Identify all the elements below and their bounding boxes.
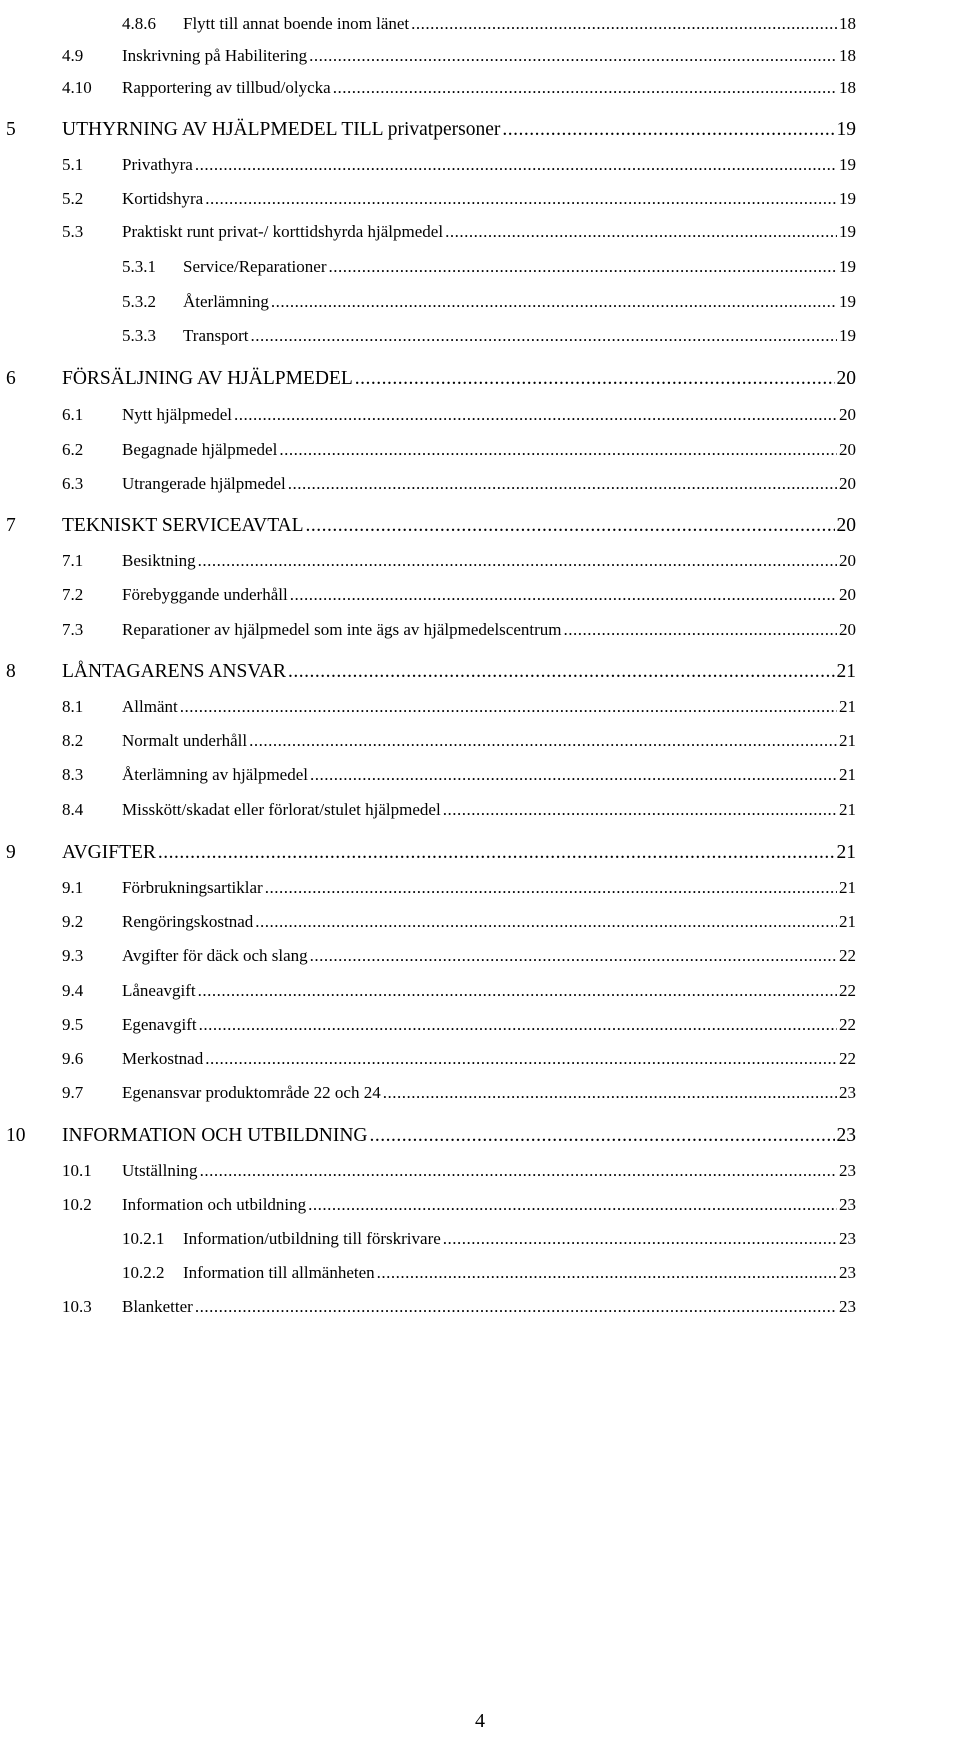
toc-entry-number: 4.9 (62, 46, 84, 65)
toc-entry[interactable] (62, 800, 856, 830)
toc-dot-leader (199, 1015, 837, 1035)
toc-entry[interactable] (122, 14, 856, 44)
toc-entry-title: Misskött/skadat eller förlorat/stulet hjälpmedel (122, 800, 441, 819)
toc-dot-leader (411, 14, 837, 34)
toc-entry-page: 22 (839, 981, 856, 1000)
toc-entry-title: Utställning (122, 1161, 198, 1180)
toc-entry[interactable] (6, 842, 856, 872)
toc-entry-title: Egenavgift (122, 1015, 197, 1034)
toc-entry-title: Blanketter (122, 1297, 193, 1316)
toc-entry-title: Information till allmänheten (183, 1263, 375, 1282)
toc-dot-leader (198, 981, 837, 1001)
toc-entry[interactable] (62, 1049, 856, 1079)
toc-entry-page: 19 (839, 155, 856, 174)
toc-entry-number: 5.1 (62, 155, 84, 174)
toc-entry[interactable] (62, 78, 856, 108)
toc-dot-leader (249, 731, 837, 751)
toc-entry[interactable] (122, 292, 856, 322)
toc-entry[interactable] (62, 474, 856, 504)
toc-entry-title: Nytt hjälpmedel (122, 405, 233, 424)
toc-entry-title: Information och utbildning (122, 1195, 307, 1214)
toc-dot-leader (308, 1195, 837, 1215)
toc-entry-title: Avgifter för däck och slang (122, 946, 308, 965)
toc-entry[interactable] (62, 1297, 856, 1327)
toc-entry[interactable] (62, 1195, 856, 1225)
toc-entry-title: Transport (183, 326, 249, 345)
toc-entry[interactable] (6, 368, 856, 398)
toc-entry[interactable] (62, 1015, 856, 1045)
toc-entry-title: Begagnade hjälpmedel (122, 440, 278, 459)
toc-entry-page: 20 (839, 551, 856, 570)
toc-entry[interactable] (62, 765, 856, 795)
toc-entry[interactable] (62, 440, 856, 470)
toc-entry[interactable] (62, 731, 856, 761)
toc-entry[interactable] (122, 326, 856, 356)
toc-entry-page: 20 (839, 405, 856, 424)
toc-entry-number: 7.1 (62, 551, 84, 570)
toc-dot-leader (310, 765, 837, 785)
toc-entry-number: 5 (6, 119, 16, 140)
toc-entry-number: 5.3.2 (122, 292, 156, 311)
toc-entry-number: 6.2 (62, 440, 84, 459)
toc-entry-page: 22 (839, 1015, 856, 1034)
toc-entry-page: 21 (836, 661, 856, 682)
toc-entry[interactable] (62, 981, 856, 1011)
toc-dot-leader (355, 368, 835, 390)
toc-entry-title: FÖRSÄLJNING AV HJÄLPMEDEL (62, 368, 353, 389)
toc-entry[interactable] (62, 946, 856, 976)
toc-entry-number: 8.3 (62, 765, 84, 784)
toc-entry-page: 23 (839, 1229, 856, 1248)
toc-entry[interactable] (122, 1229, 856, 1259)
toc-entry-number: 10.2.1 (122, 1229, 165, 1248)
toc-entry[interactable] (62, 405, 856, 435)
toc-entry-number: 10.2 (62, 1195, 92, 1214)
toc-dot-leader (234, 405, 837, 425)
toc-entry[interactable] (62, 697, 856, 727)
toc-entry-page: 19 (839, 292, 856, 311)
toc-entry-title: Besiktning (122, 551, 196, 570)
toc-entry-page: 18 (839, 46, 856, 65)
toc-entry-number: 9.4 (62, 981, 84, 1000)
toc-entry-number: 10 (6, 1125, 26, 1146)
toc-entry-page: 19 (836, 119, 856, 140)
toc-entry-page: 21 (839, 731, 856, 750)
toc-entry-page: 23 (836, 1125, 856, 1146)
toc-entry[interactable] (6, 661, 856, 691)
toc-entry-page: 23 (839, 1263, 856, 1282)
toc-entry[interactable] (6, 515, 856, 545)
toc-entry-title: Inskrivning på Habilitering (122, 46, 308, 65)
toc-entry-number: 9.2 (62, 912, 84, 931)
toc-entry-number: 9.7 (62, 1083, 84, 1102)
toc-entry[interactable] (62, 1161, 856, 1191)
toc-dot-leader (158, 842, 835, 864)
toc-dot-leader (288, 474, 837, 494)
toc-entry-title: INFORMATION OCH UTBILDNING (62, 1125, 368, 1146)
toc-dot-leader (306, 515, 835, 537)
toc-entry-number: 7 (6, 515, 16, 536)
toc-entry-title: Återlämning av hjälpmedel (122, 765, 308, 784)
toc-entry[interactable] (62, 878, 856, 908)
toc-entry[interactable] (6, 119, 856, 149)
toc-entry-number: 4.10 (62, 78, 92, 97)
toc-entry-page: 23 (839, 1161, 856, 1180)
toc-dot-leader (309, 46, 837, 66)
toc-dot-leader (198, 551, 837, 571)
toc-entry-title: Allmänt (122, 697, 178, 716)
toc-entry[interactable] (62, 585, 856, 615)
toc-entry-number: 10.1 (62, 1161, 92, 1180)
toc-dot-leader (279, 440, 837, 460)
toc-entry[interactable] (62, 551, 856, 581)
toc-dot-leader (564, 620, 838, 640)
toc-entry-page: 19 (839, 326, 856, 345)
toc-entry-title: Information/utbildning till förskrivare (183, 1229, 441, 1248)
toc-entry-title: Normalt underhåll (122, 731, 248, 750)
toc-entry-number: 7.3 (62, 620, 84, 639)
toc-entry-page: 19 (839, 257, 856, 276)
toc-dot-leader (333, 78, 837, 98)
toc-entry-page: 21 (839, 800, 856, 819)
toc-dot-leader (310, 946, 837, 966)
toc-entry-number: 9 (6, 842, 16, 863)
toc-entry[interactable] (62, 620, 856, 650)
toc-dot-leader (251, 326, 838, 346)
toc-entry-number: 9.1 (62, 878, 84, 897)
toc-entry-page: 21 (839, 697, 856, 716)
toc-entry-title: Flytt till annat boende inom länet (183, 14, 410, 33)
toc-entry-title: Praktiskt runt privat-/ korttidshyrda hjälpmedel (122, 222, 444, 241)
toc-dot-leader (195, 155, 837, 175)
toc-entry-number: 9.3 (62, 946, 84, 965)
toc-entry-title: Låneavgift (122, 981, 196, 1000)
toc-entry-page: 20 (839, 440, 856, 459)
toc-entry[interactable] (62, 1083, 856, 1113)
toc-entry-page: 23 (839, 1083, 856, 1102)
toc-entry-title: Egenansvar produktområde 22 och 24 (122, 1083, 381, 1102)
toc-entry-page: 20 (836, 368, 856, 389)
toc-dot-leader (370, 1125, 835, 1147)
toc-entry-number: 8.4 (62, 800, 84, 819)
toc-entry-page: 20 (836, 515, 856, 536)
toc-dot-leader (445, 222, 837, 242)
toc-entry[interactable] (62, 222, 856, 252)
toc-entry-title: LÅNTAGARENS ANSVAR (62, 661, 286, 682)
toc-dot-leader (271, 292, 837, 312)
toc-entry-title: Återlämning (183, 292, 269, 311)
toc-dot-leader (205, 189, 837, 209)
toc-entry-page: 18 (839, 14, 856, 33)
toc-entry[interactable] (62, 155, 856, 185)
toc-dot-leader (443, 800, 837, 820)
toc-dot-leader (180, 697, 837, 717)
toc-dot-leader (195, 1297, 837, 1317)
toc-entry-page: 22 (839, 1049, 856, 1068)
toc-dot-leader (502, 119, 834, 141)
toc-entry-number: 6 (6, 368, 16, 389)
toc-dot-leader (329, 257, 838, 277)
toc-entry[interactable] (62, 46, 856, 76)
toc-entry-page: 23 (839, 1297, 856, 1316)
toc-entry-number: 8.2 (62, 731, 84, 750)
toc-entry-page: 19 (839, 222, 856, 241)
toc-dot-leader (383, 1083, 837, 1103)
toc-entry-title: Privathyra (122, 155, 193, 174)
toc-entry-page: 22 (839, 946, 856, 965)
toc-dot-leader (205, 1049, 837, 1069)
toc-entry-number: 10.3 (62, 1297, 92, 1316)
toc-dot-leader (255, 912, 837, 932)
toc-entry-page: 18 (839, 78, 856, 97)
toc-entry-number: 8.1 (62, 697, 84, 716)
toc-entry-number: 5.3.1 (122, 257, 156, 276)
toc-entry-number: 4.8.6 (122, 14, 156, 33)
toc-entry-page: 21 (836, 842, 856, 863)
toc-entry-number: 6.3 (62, 474, 84, 493)
toc-entry-title: Förbrukningsartiklar (122, 878, 263, 897)
toc-entry-page: 21 (839, 878, 856, 897)
toc-entry-number: 9.5 (62, 1015, 84, 1034)
toc-entry-number: 5.3 (62, 222, 84, 241)
toc-entry-number: 8 (6, 661, 16, 682)
toc-entry-title: Rengöringskostnad (122, 912, 254, 931)
toc-entry-title: Utrangerade hjälpmedel (122, 474, 286, 493)
toc-entry-number: 7.2 (62, 585, 84, 604)
toc-entry-number: 9.6 (62, 1049, 84, 1068)
toc-entry-title: Service/Reparationer (183, 257, 327, 276)
toc-entry-title: Kortidshyra (122, 189, 204, 208)
toc-dot-leader (443, 1229, 837, 1249)
toc-entry-title: Rapportering av tillbud/olycka (122, 78, 331, 97)
toc-entry-title: Reparationer av hjälpmedel som inte ägs av hjälpmedelscentrum (122, 620, 562, 639)
toc-entry-page: 20 (839, 620, 856, 639)
toc-entry-title: Förebyggande underhåll (122, 585, 288, 604)
toc-dot-leader (377, 1263, 837, 1283)
toc-entry-page: 21 (839, 912, 856, 931)
page-number: 4 (475, 1710, 485, 1732)
toc-entry-title: UTHYRNING AV HJÄLPMEDEL TILL privatpersoner (62, 119, 501, 140)
toc-entry-title: TEKNISKT SERVICEAVTAL (62, 515, 304, 536)
toc-dot-leader (290, 585, 837, 605)
toc-entry[interactable] (6, 1125, 856, 1155)
toc-dot-leader (200, 1161, 837, 1181)
toc-entry-title: AVGIFTER (62, 842, 156, 863)
toc-entry-page: 21 (839, 765, 856, 784)
toc-entry-number: 5.2 (62, 189, 84, 208)
toc-entry-title: Merkostnad (122, 1049, 204, 1068)
toc-entry-page: 20 (839, 585, 856, 604)
toc-dot-leader (288, 661, 835, 683)
toc-entry-number: 5.3.3 (122, 326, 156, 345)
toc-entry[interactable] (122, 257, 856, 287)
toc-entry-page: 23 (839, 1195, 856, 1214)
toc-dot-leader (265, 878, 837, 898)
toc-entry-number: 6.1 (62, 405, 84, 424)
toc-entry-number: 10.2.2 (122, 1263, 165, 1282)
toc-entry-page: 20 (839, 474, 856, 493)
toc-entry[interactable] (122, 1263, 856, 1293)
toc-entry-page: 19 (839, 189, 856, 208)
toc-entry[interactable] (62, 912, 856, 942)
toc-entry[interactable] (62, 189, 856, 219)
